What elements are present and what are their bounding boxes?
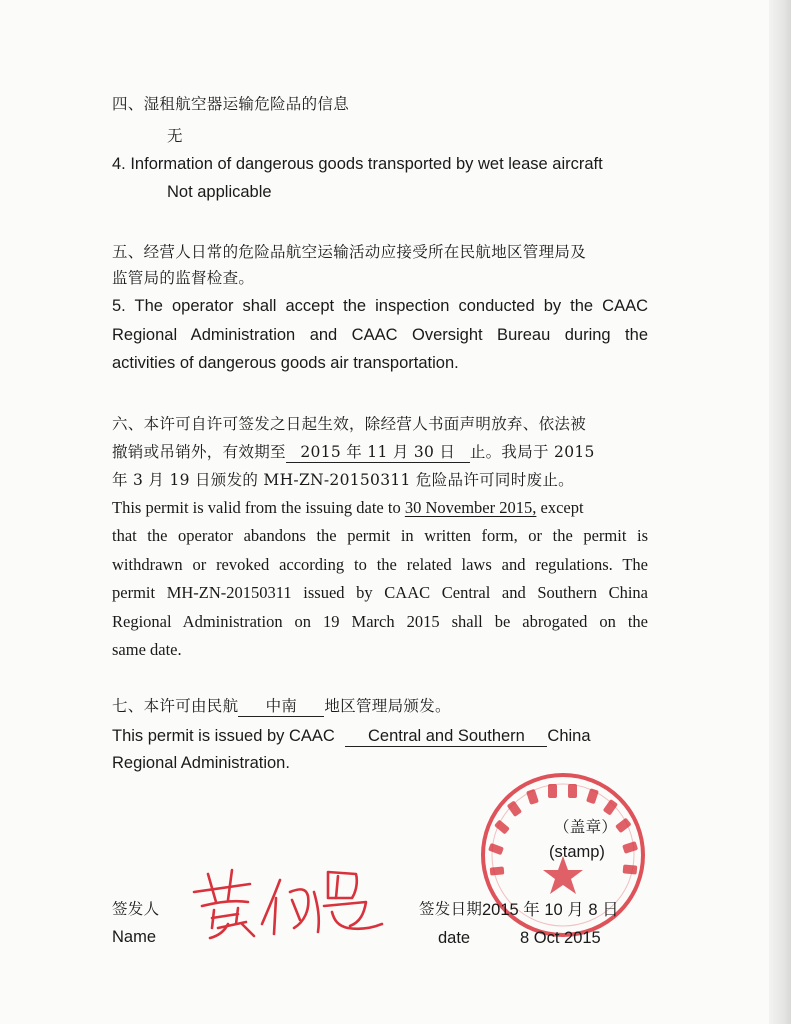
scan-edge [769, 0, 791, 1024]
issuer-label-en: Name [112, 928, 157, 946]
handwritten-signature [188, 862, 388, 940]
section7-en-post: China [547, 727, 591, 745]
section6-en-valid-date: 30 November 2015, [404, 498, 537, 517]
section6-zh-line3: 年 3 月 19 日颁发的 MH-ZN-20150311 危险品许可同时废止。 [112, 471, 574, 489]
section6-zh-valid-date: 2015 年 11 月 30 日 [286, 442, 470, 463]
section6-zh-line2 [112, 440, 595, 463]
issue-date-label-en: date [438, 929, 471, 947]
section4-zh-value: 无 [167, 127, 183, 145]
issuer-label-zh: 签发人 [112, 900, 160, 918]
section6-zh-line1: 六、本许可自许可签发之日起生效，除经营人书面声明放弃、依法被 [112, 415, 587, 433]
seal-label-en: (stamp) [549, 843, 605, 861]
seal-label-zh: （盖章） [554, 818, 618, 836]
section6-en-line6: same date. [112, 640, 182, 659]
section7-zh [112, 694, 451, 717]
section7-en-line2: Regional Administration. [112, 754, 290, 772]
section4-zh-title: 四、湿租航空器运输危险品的信息 [112, 95, 350, 113]
section7-zh-pre: 七、本许可由民航 [112, 697, 239, 715]
section5-zh-line1: 五、经营人日常的危险品航空运输活动应接受所在民航地区管理局及 [112, 243, 587, 261]
issue-date-value-zh: 2015 年 10 月 8 日 [482, 901, 619, 919]
section5-en-line2: Regional Administration and CAAC Oversight Bureau during the [112, 326, 648, 344]
section6-en-line1 [112, 498, 584, 518]
section6-en-line1-post: except [540, 498, 584, 517]
section5-en-line3: activities of dangerous goods air transportation. [112, 354, 459, 372]
section6-en-line3: withdrawn or revoked according to the related laws and regulations. The [112, 555, 648, 574]
section4-en-value: Not applicable [167, 183, 272, 201]
section7-en-region: Central and Southern [345, 726, 547, 747]
section6-en-line1-pre: This permit is valid from the issuing date to [112, 498, 401, 517]
section7-zh-post: 地区管理局颁发。 [324, 697, 451, 715]
section6-en-line4: permit MH-ZN-20150311 issued by CAAC Central and Southern China [112, 583, 648, 602]
section6-zh-line2-pre: 撤销或吊销外，有效期至 [112, 443, 286, 461]
section5-en-line1: 5. The operator shall accept the inspection conducted by the CAAC [112, 297, 648, 315]
section7-zh-region: 中南 [238, 696, 324, 717]
section7-en-line1 [112, 726, 591, 747]
section6-en-line5: Regional Administration on 19 March 2015 shall be abrogated on the [112, 612, 648, 631]
section6-en-line2: that the operator abandons the permit in written form, or the permit is [112, 526, 648, 545]
issue-date-value-en: 8 Oct 2015 [520, 929, 601, 947]
section6-zh-line2-post: 止。我局于 2015 [469, 443, 595, 461]
section7-en-pre: This permit is issued by CAAC [112, 727, 335, 745]
section4-en-title: 4. Information of dangerous goods transported by wet lease aircraft [112, 155, 603, 173]
section5-zh-line2: 监管局的监督检查。 [112, 269, 255, 287]
issue-date-label-zh: 签发日期 [419, 900, 483, 918]
